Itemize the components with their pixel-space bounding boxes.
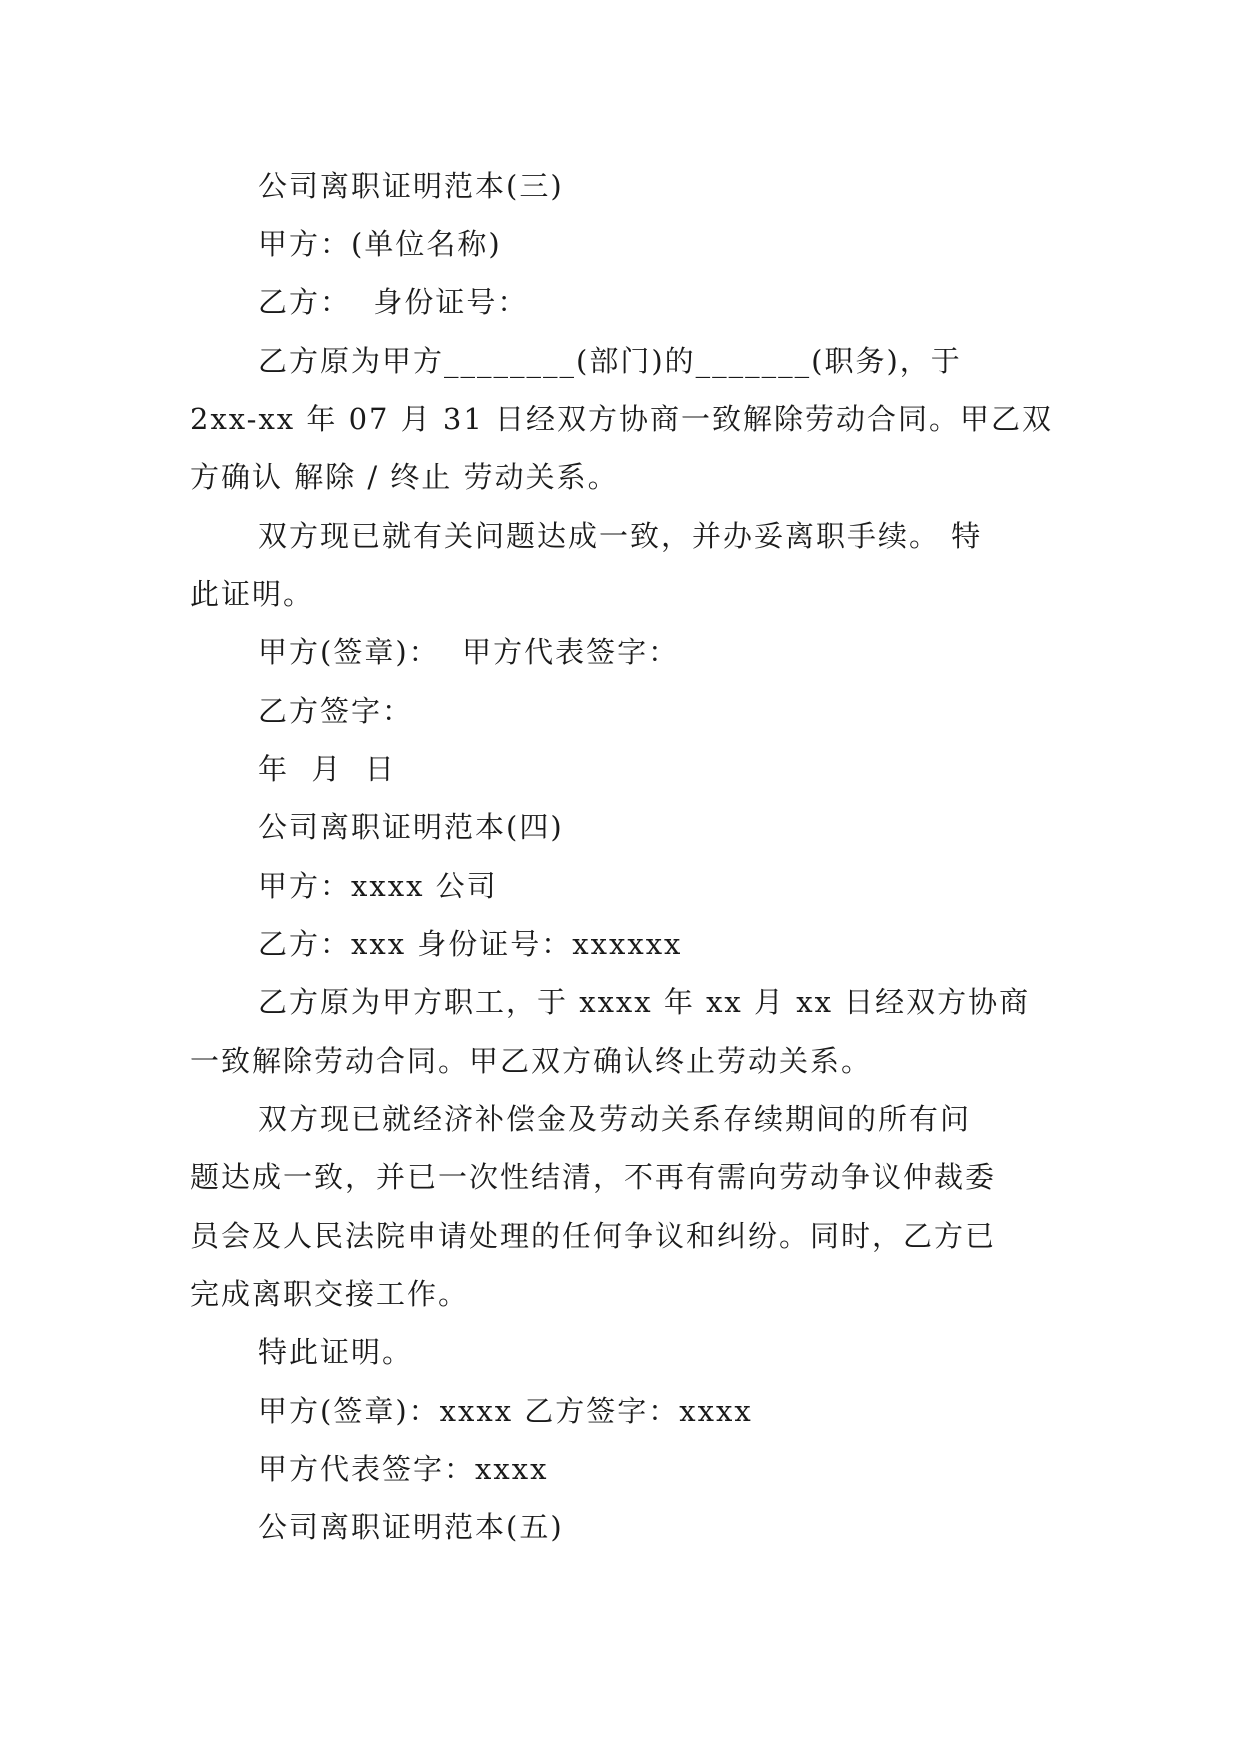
- signature-line: 甲方(签章)：xxxx 乙方签字：xxxx: [258, 1394, 753, 1428]
- section-title-4: 公司离职证明范本(四): [258, 810, 564, 844]
- paragraph-line: 一致解除劳动合同。甲乙双方确认终止劳动关系。: [190, 1044, 873, 1078]
- paragraph-line: 方确认 解除 / 终止 劳动关系。: [190, 460, 619, 494]
- party-a-line: 甲方：(单位名称): [258, 227, 502, 261]
- paragraph-line: 员会及人民法院申请处理的任何争议和纠纷。同时，乙方已: [190, 1219, 997, 1253]
- section-title-5: 公司离职证明范本(五): [258, 1510, 564, 1544]
- signature-line: 甲方(签章)： 甲方代表签字：: [258, 635, 680, 669]
- paragraph-line: 题达成一致，并已一次性结清，不再有需向劳动争议仲裁委: [190, 1160, 997, 1194]
- paragraph-line: 完成离职交接工作。: [190, 1277, 470, 1311]
- paragraph-line: 双方现已就有关问题达成一致，并办妥离职手续。 特: [258, 519, 983, 553]
- paragraph-line: 乙方原为甲方职工，于 xxxx 年 xx 月 xx 日经双方协商: [258, 985, 1031, 1019]
- party-b-line: 乙方：xxx 身份证号：xxxxxx: [258, 927, 683, 961]
- paragraph-line: 2xx-xx 年 07 月 31 日经双方协商一致解除劳动合同。甲乙双: [190, 402, 1054, 436]
- paragraph-line: 双方现已就经济补偿金及劳动关系存续期间的所有问: [258, 1102, 972, 1136]
- section-title-3: 公司离职证明范本(三): [258, 169, 564, 203]
- party-a-line: 甲方：xxxx 公司: [258, 869, 498, 903]
- closing-line: 特此证明。: [258, 1335, 414, 1369]
- signature-line: 甲方代表签字：xxxx: [258, 1452, 549, 1486]
- paragraph-line: 乙方原为甲方________(部门)的_______(职务)，于: [258, 344, 962, 378]
- party-b-line: 乙方： 身份证号：: [258, 285, 529, 319]
- date-line: 年 月 日: [258, 752, 396, 786]
- paragraph-line: 此证明。: [190, 577, 315, 611]
- signature-line: 乙方签字：: [258, 694, 414, 728]
